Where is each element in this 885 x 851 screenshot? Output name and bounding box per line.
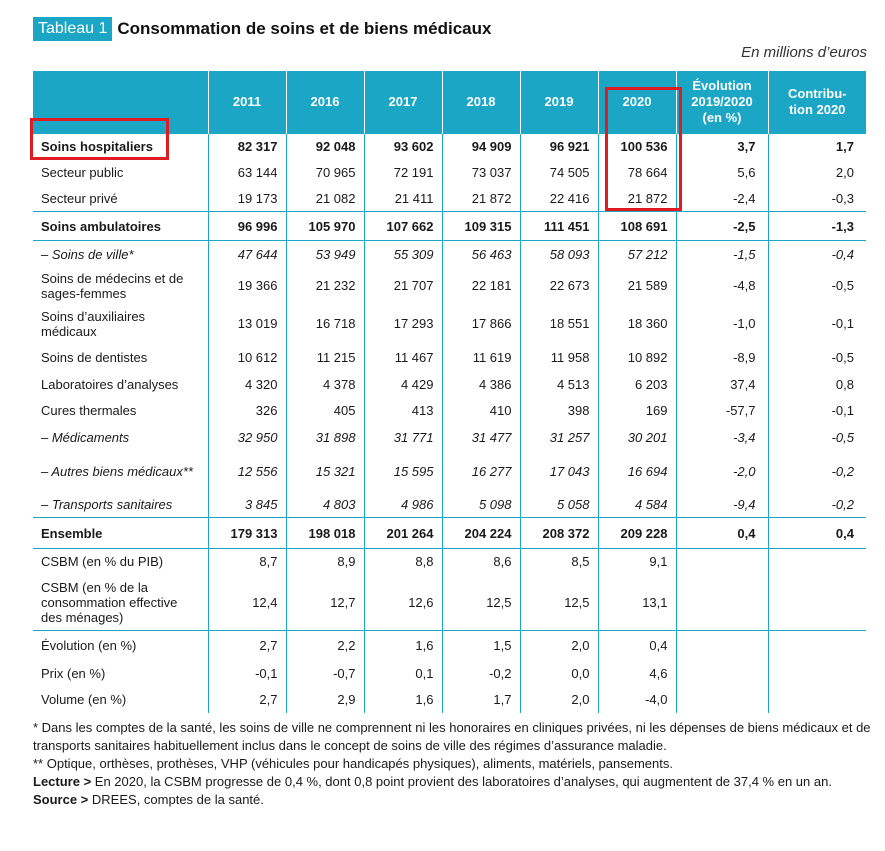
- row-label: Volume (en %): [41, 692, 127, 707]
- table-row: [33, 661, 866, 687]
- row-label: Cures thermales: [41, 403, 137, 418]
- table-cell: -0,2: [768, 451, 866, 492]
- table-cell: 413: [364, 398, 442, 424]
- table-cell: 21 872: [442, 186, 520, 212]
- table-cell: -0,5: [768, 344, 866, 371]
- row-label: Soins de dentistes: [41, 349, 148, 365]
- table-cell: 22 416: [520, 186, 598, 212]
- table-cell: 94 909: [442, 134, 520, 160]
- table-cell: 31 477: [442, 424, 520, 451]
- footnote-1: * Dans les comptes de la santé, les soins de ville ne comprennent ni les honoraires en cliniques privées, ni les dépenses de biens médicaux et de transports sanitaires habituellement inclus dans le concept de soins de ville des régimes d’assurance maladie.: [33, 720, 871, 753]
- table-cell: 21 589: [598, 268, 676, 304]
- table-cell: 1,7: [442, 687, 520, 713]
- table-cell: 11 215: [286, 344, 364, 371]
- table-cell: -57,7: [676, 398, 768, 424]
- row-label: Soins d’auxiliaires médicaux: [41, 308, 146, 339]
- table-cell: 3 845: [208, 492, 286, 518]
- table-cell: 12,7: [286, 575, 364, 631]
- table-row: [33, 424, 866, 451]
- table-cell: -2,4: [676, 186, 768, 212]
- table-cell: [676, 661, 768, 687]
- table-cell: 12,6: [364, 575, 442, 631]
- table-cell: 12 556: [208, 451, 286, 492]
- table-cell: 21 872: [598, 186, 676, 212]
- row-label: Prix (en %): [41, 666, 106, 681]
- table-tag: Tableau 1: [33, 17, 112, 41]
- table-cell: 2,9: [286, 687, 364, 713]
- data-table: [33, 71, 866, 713]
- table-cell: 55 309: [364, 241, 442, 268]
- table-cell: 109 315: [442, 212, 520, 241]
- table-cell: 169: [598, 398, 676, 424]
- table-cell: 4 513: [520, 371, 598, 398]
- table-cell: 1,6: [364, 687, 442, 713]
- table-row: [33, 304, 866, 344]
- lecture-label: Lecture >: [33, 774, 92, 789]
- table-cell: -3,4: [676, 424, 768, 451]
- row-label: Secteur public: [41, 165, 124, 180]
- table-cell: 3,7: [676, 134, 768, 160]
- table-row: [33, 398, 866, 424]
- highlight-soins-hospitaliers: [30, 118, 169, 160]
- table-row: [33, 344, 866, 371]
- unit-label: En millions d’euros: [741, 44, 867, 61]
- table-cell: 13,1: [598, 575, 676, 631]
- table-cell: 58 093: [520, 241, 598, 268]
- table-cell: -2,0: [676, 451, 768, 492]
- table-cell: 9,1: [598, 549, 676, 575]
- table-cell: 4 986: [364, 492, 442, 518]
- table-cell: 204 224: [442, 518, 520, 549]
- table-cell: 18 360: [598, 304, 676, 344]
- row-label: Soins ambulatoires: [33, 212, 208, 241]
- table-cell: 21 411: [364, 186, 442, 212]
- table-row: [33, 518, 866, 549]
- table-cell: 4 320: [208, 371, 286, 398]
- table-cell: 6 203: [598, 371, 676, 398]
- table-row: [33, 212, 866, 241]
- table-cell: 1,5: [442, 631, 520, 661]
- row-label: Laboratoires d’analyses: [41, 376, 179, 392]
- table-cell: 78 664: [598, 160, 676, 186]
- row-label: – Médicaments: [41, 429, 130, 445]
- row-label: – Transports sanitaires: [41, 496, 173, 512]
- table-cell: 19 366: [208, 268, 286, 304]
- footnote-2: ** Optique, orthèses, prothèses, VHP (véhicules pour handicapés physiques), aliments, matériels, pansements.: [33, 756, 673, 771]
- table-cell: [768, 549, 866, 575]
- table-cell: -0,5: [768, 424, 866, 451]
- table-cell: 31 257: [520, 424, 598, 451]
- table-cell: 56 463: [442, 241, 520, 268]
- table-cell: [768, 575, 866, 631]
- table-cell: 47 644: [208, 241, 286, 268]
- table-row: [33, 371, 866, 398]
- header-cell-2020: 2020: [598, 71, 676, 134]
- table-cell: -0,2: [442, 661, 520, 687]
- table-cell: 5 058: [520, 492, 598, 518]
- table-cell: 0,1: [364, 661, 442, 687]
- table-cell: 198 018: [286, 518, 364, 549]
- table-cell: 1,6: [364, 631, 442, 661]
- table-cell: -0,3: [768, 186, 866, 212]
- header-cell-2017: 2017: [364, 71, 442, 134]
- table-cell: 12,5: [442, 575, 520, 631]
- table-row: [33, 451, 866, 492]
- table-cell: 13 019: [208, 304, 286, 344]
- table-cell: 21 707: [364, 268, 442, 304]
- table-cell: 53 949: [286, 241, 364, 268]
- table-cell: 22 673: [520, 268, 598, 304]
- source-note: [33, 791, 873, 809]
- table-cell: 74 505: [520, 160, 598, 186]
- table-cell: 11 958: [520, 344, 598, 371]
- row-label: Soins hospitaliers: [33, 134, 208, 160]
- table-cell: [768, 631, 866, 661]
- table-cell: 410: [442, 398, 520, 424]
- table-cell: 405: [286, 398, 364, 424]
- table-cell: 72 191: [364, 160, 442, 186]
- row-label: – Soins de ville*: [33, 241, 208, 268]
- header-cell-2019: 2019: [520, 71, 598, 134]
- table-cell: -0,4: [768, 241, 866, 268]
- table-cell: 93 602: [364, 134, 442, 160]
- table-cell: 326: [208, 398, 286, 424]
- row-label: Évolution (en %): [33, 631, 208, 661]
- header-cell-2011: 2011: [208, 71, 286, 134]
- table-cell: 8,6: [442, 549, 520, 575]
- table-cell: 4 429: [364, 371, 442, 398]
- table-cell: -0,1: [768, 398, 866, 424]
- table-cell: 37,4: [676, 371, 768, 398]
- table-cell: 21 082: [286, 186, 364, 212]
- table-cell: 111 451: [520, 212, 598, 241]
- table-cell: 32 950: [208, 424, 286, 451]
- row-label: CSBM (en % du PIB): [33, 549, 208, 575]
- table-cell: 1,7: [768, 134, 866, 160]
- table-cell: 15 321: [286, 451, 364, 492]
- table-cell: 21 232: [286, 268, 364, 304]
- table-cell: 4 584: [598, 492, 676, 518]
- table-cell: 2,0: [520, 631, 598, 661]
- table-cell: 16 694: [598, 451, 676, 492]
- table-cell: -0,1: [208, 661, 286, 687]
- row-label: Soins de médecins et de sages-femmes: [41, 270, 184, 301]
- table-cell: 12,4: [208, 575, 286, 631]
- table-cell: 4 378: [286, 371, 364, 398]
- table-cell: 17 043: [520, 451, 598, 492]
- row-label: CSBM (en % de la consommation effective des ménages): [41, 579, 178, 625]
- table-cell: 63 144: [208, 160, 286, 186]
- table-cell: 179 313: [208, 518, 286, 549]
- table-cell: -9,4: [676, 492, 768, 518]
- lecture-note: [33, 773, 873, 791]
- source-text: DREES, comptes de la santé.: [91, 792, 264, 807]
- table-row: [33, 241, 866, 268]
- table-cell: 31 898: [286, 424, 364, 451]
- table-title-block: [33, 17, 491, 41]
- table-cell: [768, 661, 866, 687]
- table-cell: [676, 631, 768, 661]
- table-cell: 209 228: [598, 518, 676, 549]
- table-cell: 31 771: [364, 424, 442, 451]
- table-cell: 12,5: [520, 575, 598, 631]
- table-cell: -0,1: [768, 304, 866, 344]
- table-cell: 4,6: [598, 661, 676, 687]
- table-cell: 2,2: [286, 631, 364, 661]
- table-cell: 11 467: [364, 344, 442, 371]
- table-cell: 2,0: [520, 687, 598, 713]
- table-row: [33, 631, 866, 661]
- table-cell: 0,4: [598, 631, 676, 661]
- table-row: [33, 687, 866, 713]
- table-cell: -4,8: [676, 268, 768, 304]
- table-cell: 0,8: [768, 371, 866, 398]
- table-row: [33, 575, 866, 631]
- table-row: [33, 268, 866, 304]
- table-cell: 57 212: [598, 241, 676, 268]
- table-cell: 201 264: [364, 518, 442, 549]
- table-cell: 100 536: [598, 134, 676, 160]
- row-label: Ensemble: [33, 518, 208, 549]
- table-cell: 30 201: [598, 424, 676, 451]
- table-cell: 107 662: [364, 212, 442, 241]
- table-cell: 17 293: [364, 304, 442, 344]
- table-cell: -1,3: [768, 212, 866, 241]
- table-row: [33, 549, 866, 575]
- table-cell: 96 996: [208, 212, 286, 241]
- table-cell: 82 317: [208, 134, 286, 160]
- table-cell: 92 048: [286, 134, 364, 160]
- table-cell: -8,9: [676, 344, 768, 371]
- table-cell: 2,0: [768, 160, 866, 186]
- table-cell: 105 970: [286, 212, 364, 241]
- table-cell: 17 866: [442, 304, 520, 344]
- table-cell: 2,7: [208, 631, 286, 661]
- table-cell: 15 595: [364, 451, 442, 492]
- header-cell-contribution: Contribu-tion 2020: [768, 71, 866, 134]
- table-cell: 4 386: [442, 371, 520, 398]
- row-label: Secteur privé: [41, 190, 118, 206]
- header-cell-2018: 2018: [442, 71, 520, 134]
- table-cell: 0,0: [520, 661, 598, 687]
- table-cell: -0,5: [768, 268, 866, 304]
- table-cell: 2,7: [208, 687, 286, 713]
- highlight-2020-column: [605, 87, 682, 211]
- header-cell-evolution: Évolution 2019/2020 (en %): [676, 71, 768, 134]
- table-cell: [676, 549, 768, 575]
- table-cell: 8,5: [520, 549, 598, 575]
- table-cell: 19 173: [208, 186, 286, 212]
- table-cell: 18 551: [520, 304, 598, 344]
- table-cell: 10 612: [208, 344, 286, 371]
- table-cell: 16 718: [286, 304, 364, 344]
- table-cell: [676, 575, 768, 631]
- table-cell: 0,4: [768, 518, 866, 549]
- table-cell: 398: [520, 398, 598, 424]
- table-cell: 70 965: [286, 160, 364, 186]
- table-cell: -0,2: [768, 492, 866, 518]
- table-row: [33, 492, 866, 518]
- notes: [33, 719, 873, 809]
- table-cell: [768, 687, 866, 713]
- table-cell: 73 037: [442, 160, 520, 186]
- table-cell: -2,5: [676, 212, 768, 241]
- table-cell: 8,7: [208, 549, 286, 575]
- source-label: Source >: [33, 792, 89, 807]
- table-cell: 22 181: [442, 268, 520, 304]
- table-cell: 96 921: [520, 134, 598, 160]
- lecture-text: En 2020, la CSBM progresse de 0,4 %, dont 0,8 point provient des laboratoires d’analyses, qui augmentent de 37,4 % en un an.: [94, 774, 832, 789]
- table-cell: 108 691: [598, 212, 676, 241]
- table-cell: 208 372: [520, 518, 598, 549]
- table-cell: -1,0: [676, 304, 768, 344]
- table-cell: [676, 687, 768, 713]
- table-cell: 4 803: [286, 492, 364, 518]
- table-cell: -1,5: [676, 241, 768, 268]
- table-cell: 0,4: [676, 518, 768, 549]
- row-label: – Autres biens médicaux**: [41, 463, 193, 479]
- header-cell-2016: 2016: [286, 71, 364, 134]
- table-cell: 8,8: [364, 549, 442, 575]
- table-cell: 11 619: [442, 344, 520, 371]
- table-cell: 5 098: [442, 492, 520, 518]
- table-row: [33, 160, 866, 186]
- table-cell: 16 277: [442, 451, 520, 492]
- table-cell: -4,0: [598, 687, 676, 713]
- table-cell: 8,9: [286, 549, 364, 575]
- table-title: Consommation de soins et de biens médicaux: [117, 19, 492, 38]
- table-cell: -0,7: [286, 661, 364, 687]
- table-cell: 5,6: [676, 160, 768, 186]
- table-cell: 10 892: [598, 344, 676, 371]
- table-row: [33, 186, 866, 212]
